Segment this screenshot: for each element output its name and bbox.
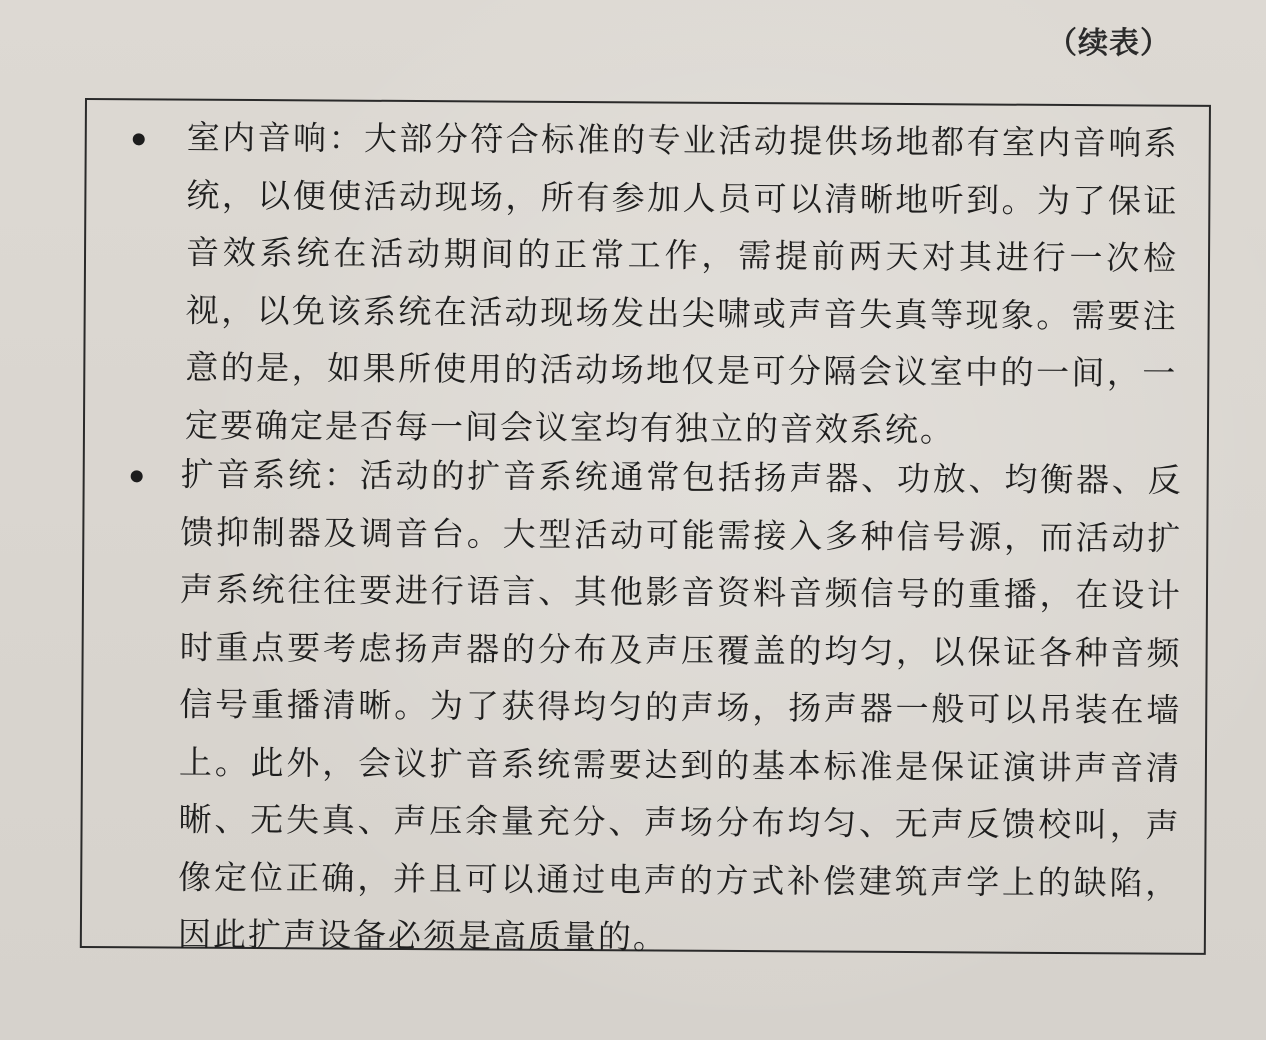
content-table-box [80,98,1211,955]
bullet-icon [131,470,143,482]
continued-table-label: （续表） [1047,26,1171,61]
item-text-sound-reinforcement: 扩音系统：活动的扩音系统通常包括扬声器、功放、均衡器、反馈抑制器及调音台。大型活动可能需接入多种信号源，而活动扩声系统往往要进行语言、其他影音资料音频信号的重播，在设计时重点要考虑扬声器的分布及声压覆盖的均匀，以保证各种音频信号重播清晰。为了获得均匀的声场，扬声器一般可以吊装在墙上。此外，会议扩音系统需要达到的基本标准是保证演讲声音清晰、无失真、声压余量充分、声场分布均匀、无声反馈校叫，声像定位正确，并且可以通过电声的方式补偿建筑声学上的缺陷，因此扩声设备必须是高质量的。 [177,454,1183,957]
bullet-icon [133,133,145,145]
list-item-indoor-audio [87,108,1209,449]
item-text-indoor-audio: 室内音响：大部分符合标准的专业活动提供场地都有室内音响系统，以便使活动现场，所有参加人员可以清晰地听到。为了保证音效系统在活动期间的正常工作，需提前两天对其进行一次检视，以免该系统在活动现场发出尖啸或声音失真等现象。需要注意的是，如果所使用的活动场地仅是可分隔会议室中的一间，一定要确定是否每一间会议室均有独立的音效系统。 [184,117,1179,449]
